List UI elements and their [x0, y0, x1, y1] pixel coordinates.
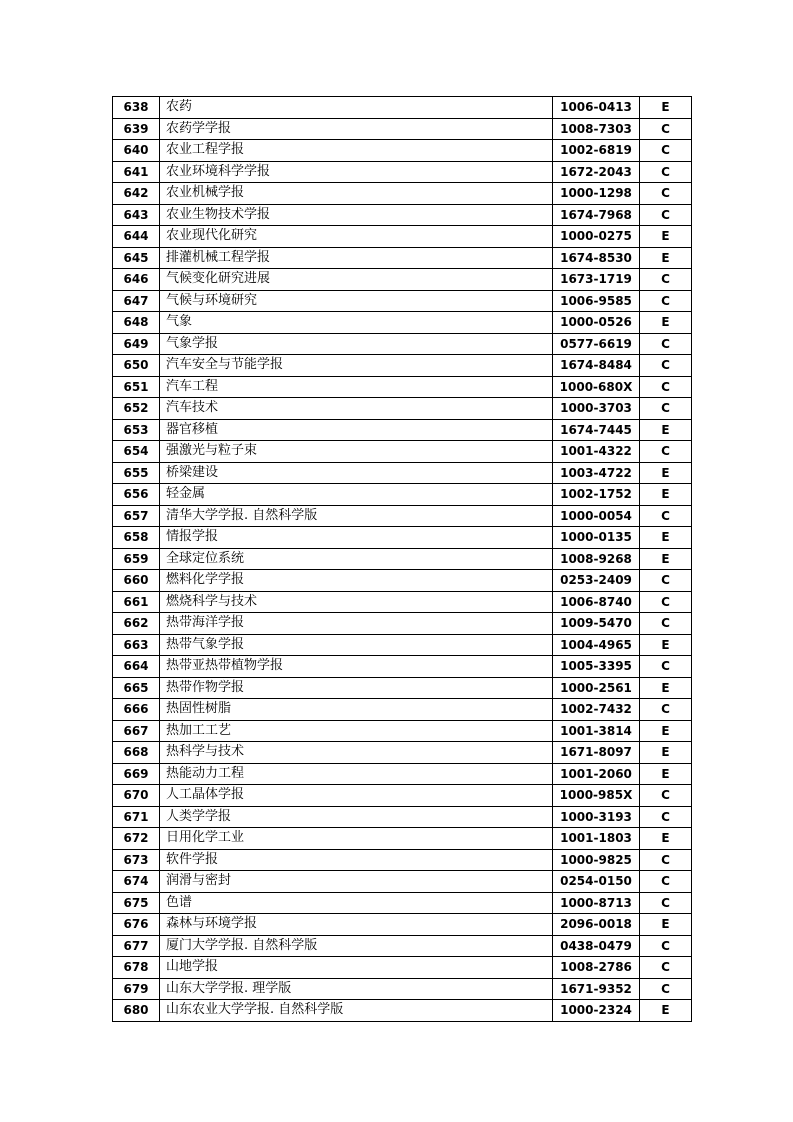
- journal-issn: 1006-9585: [553, 290, 640, 312]
- journal-issn: 1003-4722: [553, 462, 640, 484]
- journal-title: 农业生物技术学报: [160, 204, 553, 226]
- journal-category: C: [640, 161, 692, 183]
- journal-category: C: [640, 333, 692, 355]
- journal-issn: 1002-7432: [553, 699, 640, 721]
- table-row: [113, 376, 692, 398]
- row-number: 672: [113, 828, 160, 850]
- table-row: [113, 226, 692, 248]
- table-row: [113, 677, 692, 699]
- table-row: [113, 290, 692, 312]
- journal-title: 厦门大学学报. 自然科学版: [160, 935, 553, 957]
- journal-title: 热带亚热带植物学报: [160, 656, 553, 678]
- table-row: [113, 935, 692, 957]
- journal-title: 润滑与密封: [160, 871, 553, 893]
- row-number: 642: [113, 183, 160, 205]
- journal-title: 气象学报: [160, 333, 553, 355]
- journal-category: C: [640, 785, 692, 807]
- journal-category: E: [640, 312, 692, 334]
- journal-issn: 1000-9825: [553, 849, 640, 871]
- journal-category: C: [640, 591, 692, 613]
- journal-issn: 1000-985X: [553, 785, 640, 807]
- journal-title: 燃烧科学与技术: [160, 591, 553, 613]
- journal-title: 强激光与粒子束: [160, 441, 553, 463]
- row-number: 665: [113, 677, 160, 699]
- journal-title: 热带气象学报: [160, 634, 553, 656]
- table-row: [113, 462, 692, 484]
- table-row: [113, 161, 692, 183]
- table-row: [113, 118, 692, 140]
- journal-title: 轻金属: [160, 484, 553, 506]
- journal-category: E: [640, 226, 692, 248]
- journal-category: C: [640, 118, 692, 140]
- journal-title: 热带作物学报: [160, 677, 553, 699]
- journal-issn: 1009-5470: [553, 613, 640, 635]
- row-number: 649: [113, 333, 160, 355]
- journal-category: C: [640, 656, 692, 678]
- row-number: 666: [113, 699, 160, 721]
- table-row: [113, 269, 692, 291]
- journal-issn: 1006-8740: [553, 591, 640, 613]
- journal-issn: 1008-9268: [553, 548, 640, 570]
- journal-category: E: [640, 462, 692, 484]
- journal-issn: 1674-8484: [553, 355, 640, 377]
- journal-category: E: [640, 527, 692, 549]
- journal-category: C: [640, 505, 692, 527]
- journal-issn: 1000-1298: [553, 183, 640, 205]
- row-number: 660: [113, 570, 160, 592]
- journal-title: 色谱: [160, 892, 553, 914]
- table-row: [113, 742, 692, 764]
- table-row: [113, 699, 692, 721]
- journal-title: 农业机械学报: [160, 183, 553, 205]
- journal-title: 汽车工程: [160, 376, 553, 398]
- row-number: 657: [113, 505, 160, 527]
- journal-category: C: [640, 140, 692, 162]
- journal-title: 热固性树脂: [160, 699, 553, 721]
- journal-issn: 1002-6819: [553, 140, 640, 162]
- row-number: 680: [113, 1000, 160, 1022]
- journal-table: [112, 96, 692, 1022]
- table-row: [113, 548, 692, 570]
- table-row: [113, 247, 692, 269]
- journal-title: 热带海洋学报: [160, 613, 553, 635]
- table-row: [113, 957, 692, 979]
- journal-category: E: [640, 742, 692, 764]
- table-row: [113, 978, 692, 1000]
- journal-category: C: [640, 204, 692, 226]
- row-number: 675: [113, 892, 160, 914]
- table-row: [113, 720, 692, 742]
- row-number: 673: [113, 849, 160, 871]
- row-number: 654: [113, 441, 160, 463]
- row-number: 676: [113, 914, 160, 936]
- journal-category: E: [640, 828, 692, 850]
- table-row: [113, 570, 692, 592]
- journal-title: 山东大学学报. 理学版: [160, 978, 553, 1000]
- journal-issn: 1000-0054: [553, 505, 640, 527]
- row-number: 663: [113, 634, 160, 656]
- row-number: 667: [113, 720, 160, 742]
- journal-issn: 1002-1752: [553, 484, 640, 506]
- row-number: 677: [113, 935, 160, 957]
- row-number: 647: [113, 290, 160, 312]
- journal-title: 软件学报: [160, 849, 553, 871]
- journal-title: 农业工程学报: [160, 140, 553, 162]
- journal-title: 桥梁建设: [160, 462, 553, 484]
- row-number: 641: [113, 161, 160, 183]
- journal-issn: 1008-2786: [553, 957, 640, 979]
- row-number: 679: [113, 978, 160, 1000]
- journal-issn: 1673-1719: [553, 269, 640, 291]
- journal-issn: 1000-680X: [553, 376, 640, 398]
- table-row: [113, 419, 692, 441]
- table-row: [113, 183, 692, 205]
- journal-title: 日用化学工业: [160, 828, 553, 850]
- row-number: 669: [113, 763, 160, 785]
- journal-title: 全球定位系统: [160, 548, 553, 570]
- journal-category: E: [640, 634, 692, 656]
- journal-category: E: [640, 97, 692, 119]
- journal-title: 人类学学报: [160, 806, 553, 828]
- table-row: [113, 398, 692, 420]
- journal-issn: 1671-8097: [553, 742, 640, 764]
- journal-title: 山东农业大学学报. 自然科学版: [160, 1000, 553, 1022]
- row-number: 668: [113, 742, 160, 764]
- journal-category: C: [640, 699, 692, 721]
- journal-category: C: [640, 441, 692, 463]
- journal-issn: 1000-3703: [553, 398, 640, 420]
- journal-title: 排灌机械工程学报: [160, 247, 553, 269]
- journal-issn: 1000-0526: [553, 312, 640, 334]
- journal-category: C: [640, 398, 692, 420]
- journal-issn: 1674-7445: [553, 419, 640, 441]
- table-row: [113, 871, 692, 893]
- journal-issn: 1000-3193: [553, 806, 640, 828]
- row-number: 653: [113, 419, 160, 441]
- row-number: 661: [113, 591, 160, 613]
- journal-category: C: [640, 849, 692, 871]
- table-row: [113, 828, 692, 850]
- journal-title: 气候变化研究进展: [160, 269, 553, 291]
- table-row: [113, 634, 692, 656]
- journal-title: 人工晶体学报: [160, 785, 553, 807]
- row-number: 638: [113, 97, 160, 119]
- table-row: [113, 204, 692, 226]
- journal-title: 农药学学报: [160, 118, 553, 140]
- journal-category: E: [640, 419, 692, 441]
- row-number: 678: [113, 957, 160, 979]
- row-number: 670: [113, 785, 160, 807]
- journal-issn: 0577-6619: [553, 333, 640, 355]
- journal-title: 器官移植: [160, 419, 553, 441]
- row-number: 655: [113, 462, 160, 484]
- row-number: 645: [113, 247, 160, 269]
- journal-title: 气象: [160, 312, 553, 334]
- journal-issn: 1000-0275: [553, 226, 640, 248]
- journal-title: 热能动力工程: [160, 763, 553, 785]
- table-row: [113, 97, 692, 119]
- journal-issn: 1000-2561: [553, 677, 640, 699]
- journal-category: C: [640, 183, 692, 205]
- journal-issn: 1006-0413: [553, 97, 640, 119]
- row-number: 658: [113, 527, 160, 549]
- table-row: [113, 312, 692, 334]
- journal-category: E: [640, 548, 692, 570]
- journal-title: 汽车技术: [160, 398, 553, 420]
- journal-title: 山地学报: [160, 957, 553, 979]
- journal-issn: 0254-0150: [553, 871, 640, 893]
- journal-title: 燃料化学学报: [160, 570, 553, 592]
- journal-category: E: [640, 677, 692, 699]
- journal-category: E: [640, 720, 692, 742]
- journal-issn: 0438-0479: [553, 935, 640, 957]
- journal-issn: 1671-9352: [553, 978, 640, 1000]
- journal-issn: 0253-2409: [553, 570, 640, 592]
- row-number: 644: [113, 226, 160, 248]
- row-number: 643: [113, 204, 160, 226]
- journal-category: C: [640, 355, 692, 377]
- journal-issn: 1001-3814: [553, 720, 640, 742]
- table-row: [113, 613, 692, 635]
- table-row: [113, 140, 692, 162]
- journal-category: C: [640, 871, 692, 893]
- journal-category: C: [640, 957, 692, 979]
- journal-category: C: [640, 935, 692, 957]
- table-row: [113, 785, 692, 807]
- row-number: 650: [113, 355, 160, 377]
- journal-issn: 1000-8713: [553, 892, 640, 914]
- table-row: [113, 505, 692, 527]
- journal-category: E: [640, 247, 692, 269]
- journal-category: C: [640, 290, 692, 312]
- journal-issn: 1008-7303: [553, 118, 640, 140]
- journal-issn: 1000-2324: [553, 1000, 640, 1022]
- table-row: [113, 849, 692, 871]
- journal-title: 农药: [160, 97, 553, 119]
- row-number: 656: [113, 484, 160, 506]
- journal-table-body: [113, 97, 692, 1022]
- journal-title: 气候与环境研究: [160, 290, 553, 312]
- table-row: [113, 656, 692, 678]
- table-row: [113, 892, 692, 914]
- table-row: [113, 763, 692, 785]
- journal-issn: 1001-4322: [553, 441, 640, 463]
- journal-category: E: [640, 484, 692, 506]
- row-number: 648: [113, 312, 160, 334]
- journal-title: 清华大学学报. 自然科学版: [160, 505, 553, 527]
- journal-title: 汽车安全与节能学报: [160, 355, 553, 377]
- journal-title: 农业环境科学学报: [160, 161, 553, 183]
- journal-title: 热科学与技术: [160, 742, 553, 764]
- journal-title: 农业现代化研究: [160, 226, 553, 248]
- table-row: [113, 441, 692, 463]
- row-number: 640: [113, 140, 160, 162]
- row-number: 651: [113, 376, 160, 398]
- journal-issn: 1000-0135: [553, 527, 640, 549]
- journal-issn: 1674-8530: [553, 247, 640, 269]
- table-row: [113, 1000, 692, 1022]
- table-row: [113, 355, 692, 377]
- journal-title: 热加工工艺: [160, 720, 553, 742]
- journal-category: C: [640, 892, 692, 914]
- journal-issn: 1001-1803: [553, 828, 640, 850]
- journal-category: C: [640, 376, 692, 398]
- journal-category: C: [640, 806, 692, 828]
- table-row: [113, 806, 692, 828]
- journal-title: 森林与环境学报: [160, 914, 553, 936]
- journal-category: C: [640, 613, 692, 635]
- journal-category: C: [640, 570, 692, 592]
- journal-issn: 2096-0018: [553, 914, 640, 936]
- row-number: 639: [113, 118, 160, 140]
- table-row: [113, 591, 692, 613]
- table-row: [113, 914, 692, 936]
- row-number: 662: [113, 613, 160, 635]
- journal-title: 情报学报: [160, 527, 553, 549]
- row-number: 659: [113, 548, 160, 570]
- journal-category: E: [640, 763, 692, 785]
- journal-category: C: [640, 978, 692, 1000]
- journal-issn: 1001-2060: [553, 763, 640, 785]
- journal-issn: 1005-3395: [553, 656, 640, 678]
- journal-category: E: [640, 1000, 692, 1022]
- table-row: [113, 333, 692, 355]
- table-row: [113, 527, 692, 549]
- row-number: 664: [113, 656, 160, 678]
- row-number: 646: [113, 269, 160, 291]
- journal-issn: 1004-4965: [553, 634, 640, 656]
- table-row: [113, 484, 692, 506]
- journal-category: C: [640, 269, 692, 291]
- journal-category: E: [640, 914, 692, 936]
- row-number: 674: [113, 871, 160, 893]
- journal-issn: 1672-2043: [553, 161, 640, 183]
- row-number: 671: [113, 806, 160, 828]
- row-number: 652: [113, 398, 160, 420]
- journal-issn: 1674-7968: [553, 204, 640, 226]
